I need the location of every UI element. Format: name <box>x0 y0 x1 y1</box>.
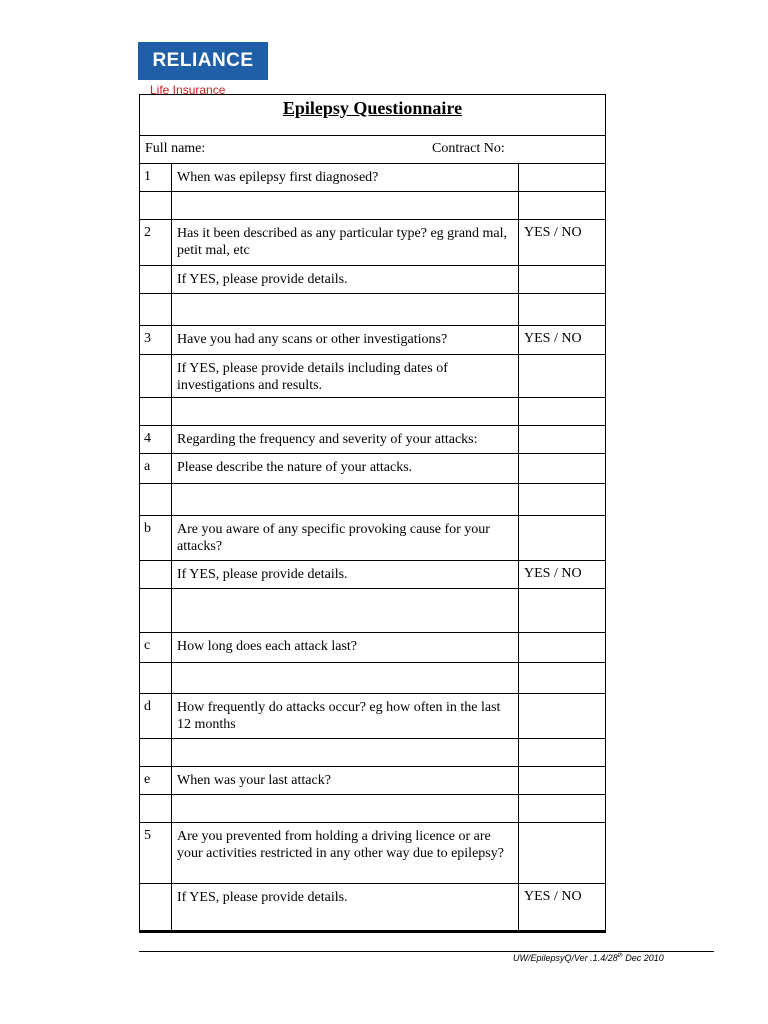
answer-field[interactable] <box>172 589 519 632</box>
question-number <box>140 398 172 425</box>
table-row <box>140 663 605 694</box>
table-row <box>140 561 605 589</box>
footer-version-text: UW/EpilepsyQ/Ver .1.4/28 <box>513 953 618 963</box>
question-number <box>140 561 172 588</box>
table-row <box>140 192 605 220</box>
answer-cell[interactable] <box>519 355 605 397</box>
question-text: How long does each attack last? <box>172 633 519 662</box>
full-name-label: Full name: <box>145 141 206 156</box>
footer-version <box>513 953 664 963</box>
table-row <box>140 694 605 739</box>
footer-date: Dec 2010 <box>622 953 664 963</box>
answer-cell[interactable] <box>519 589 605 632</box>
answer-cell[interactable] <box>519 694 605 738</box>
answer-cell[interactable] <box>519 454 605 483</box>
table-row <box>140 739 605 767</box>
question-number <box>140 484 172 515</box>
question-text: When was epilepsy first diagnosed? <box>172 164 519 191</box>
question-number <box>140 884 172 930</box>
answer-field[interactable] <box>172 663 519 693</box>
table-row <box>140 795 605 823</box>
form-title: Epilepsy Questionnaire <box>282 98 463 118</box>
answer-cell[interactable] <box>519 426 605 453</box>
question-number <box>140 192 172 219</box>
reliance-logo <box>138 42 268 80</box>
table-row <box>140 516 605 561</box>
question-text: If YES, please provide details. <box>172 561 519 588</box>
questionnaire-form <box>139 94 606 933</box>
yes-no-option[interactable]: YES / NO <box>524 566 582 581</box>
name-row <box>140 136 605 164</box>
question-text: Please describe the nature of your attacks. <box>172 454 519 483</box>
table-row <box>140 266 605 294</box>
logo-subtitle: Life Insurance <box>150 83 226 94</box>
question-text: Are you aware of any specific provoking cause for your attacks? <box>172 516 519 560</box>
question-number: 5 <box>140 823 172 883</box>
question-table <box>140 164 605 930</box>
table-row <box>140 398 605 426</box>
table-row <box>140 589 605 633</box>
answer-cell[interactable] <box>519 192 605 219</box>
answer-cell[interactable] <box>519 823 605 883</box>
answer-field[interactable] <box>172 739 519 766</box>
answer-cell[interactable] <box>519 266 605 293</box>
table-row <box>140 767 605 795</box>
question-number: b <box>140 516 172 560</box>
question-text: If YES, please provide details including dates of investigations and results. <box>172 355 519 397</box>
answer-cell[interactable] <box>519 739 605 766</box>
table-row <box>140 426 605 454</box>
footer-rule <box>139 951 714 952</box>
table-row <box>140 164 605 192</box>
question-number <box>140 294 172 325</box>
table-row <box>140 454 605 484</box>
question-text: Are you prevented from holding a driving licence or are your activities restricted in any other way due to epilepsy? <box>172 823 519 883</box>
answer-field[interactable] <box>172 795 519 822</box>
question-text: If YES, please provide details. <box>172 266 519 293</box>
footer-superscript: th <box>617 953 623 959</box>
question-number <box>140 589 172 632</box>
question-text: Have you had any scans or other investigations? <box>172 326 519 354</box>
table-row <box>140 326 605 355</box>
yes-no-option[interactable]: YES / NO <box>524 331 582 346</box>
table-row <box>140 884 605 930</box>
answer-cell[interactable] <box>519 484 605 515</box>
question-number: d <box>140 694 172 738</box>
table-row <box>140 484 605 516</box>
question-number <box>140 739 172 766</box>
answer-field[interactable] <box>172 398 519 425</box>
question-number: c <box>140 633 172 662</box>
answer-cell[interactable] <box>519 795 605 822</box>
question-number: 2 <box>140 220 172 265</box>
answer-cell[interactable] <box>519 398 605 425</box>
yes-no-option[interactable]: YES / NO <box>524 889 582 904</box>
answer-cell[interactable] <box>519 663 605 693</box>
answer-cell[interactable] <box>519 633 605 662</box>
title-row <box>140 95 605 136</box>
question-text: When was your last attack? <box>172 767 519 794</box>
table-row <box>140 355 605 398</box>
question-number: 3 <box>140 326 172 354</box>
question-number: 1 <box>140 164 172 191</box>
answer-field[interactable] <box>172 294 519 325</box>
question-number: e <box>140 767 172 794</box>
question-number <box>140 795 172 822</box>
question-number: a <box>140 454 172 483</box>
question-number: 4 <box>140 426 172 453</box>
table-row <box>140 294 605 326</box>
question-text: Regarding the frequency and severity of your attacks: <box>172 426 519 453</box>
question-text: If YES, please provide details. <box>172 884 519 930</box>
answer-field[interactable] <box>172 484 519 515</box>
answer-cell[interactable] <box>519 516 605 560</box>
yes-no-option[interactable]: YES / NO <box>524 225 582 240</box>
question-number <box>140 663 172 693</box>
answer-field[interactable] <box>172 192 519 219</box>
question-number <box>140 355 172 397</box>
table-row <box>140 220 605 266</box>
table-row <box>140 823 605 884</box>
answer-cell[interactable] <box>519 767 605 794</box>
question-text: Has it been described as any particular type? eg grand mal, petit mal, etc <box>172 220 519 265</box>
question-text: How frequently do attacks occur? eg how often in the last 12 months <box>172 694 519 738</box>
question-number <box>140 266 172 293</box>
contract-no-label: Contract No: <box>432 141 505 156</box>
answer-cell[interactable] <box>519 294 605 325</box>
logo-brand: RELIANCE <box>152 50 254 71</box>
table-row <box>140 633 605 663</box>
answer-cell[interactable] <box>519 164 605 191</box>
